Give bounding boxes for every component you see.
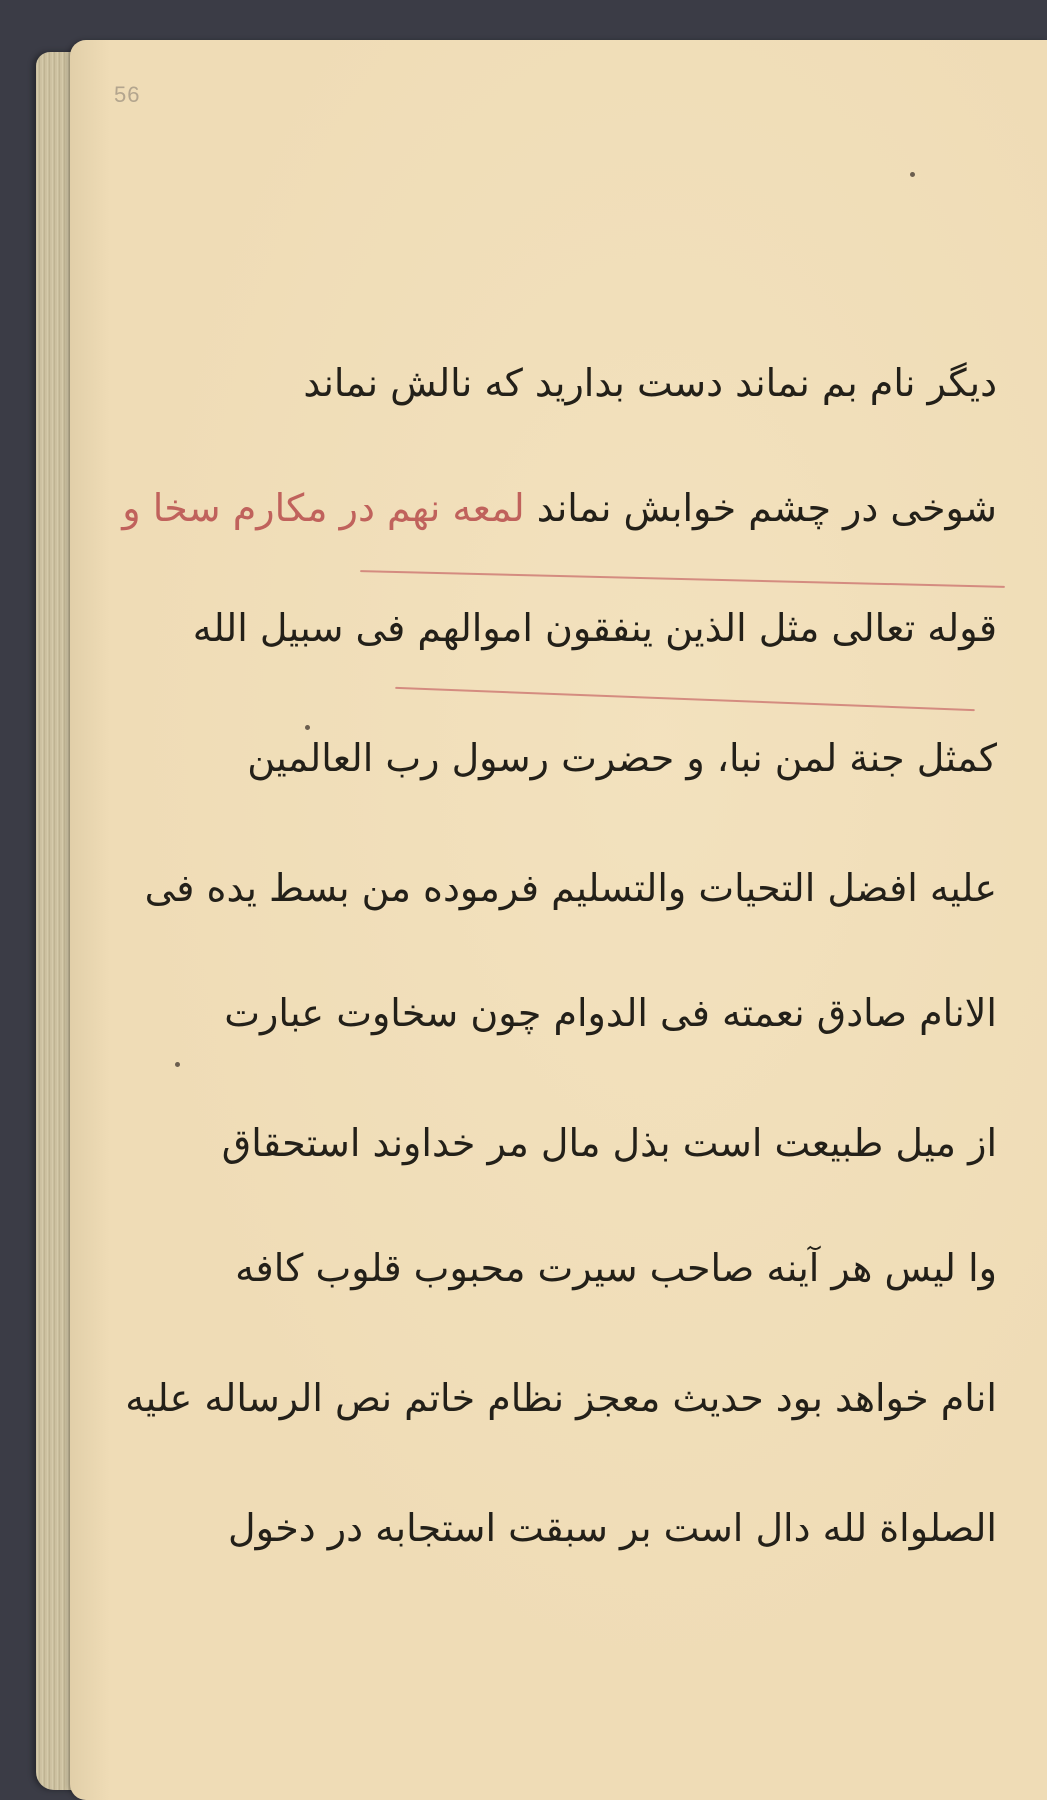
text-line-1: دیگر نام بم نماند دست بدارید که نالش نماند: [303, 361, 997, 405]
text-line-9: انام خواهد بود حدیث معجز نظام خاتم نص الرساله علیه: [125, 1376, 997, 1420]
text-line-2-black: شوخی در چشم خوابش نماند: [524, 486, 997, 530]
chapter-heading-red: لمعه نهم در مکارم سخا و: [122, 486, 525, 530]
text-line-5: علیه افضل التحیات والتسلیم فرموده من بسط یده فی: [144, 866, 997, 910]
text-line-4: کمثل جنة لمن نبا، و حضرت رسول رب العالمین: [247, 736, 997, 780]
text-line-3: قوله تعالی مثل الذین ینفقون اموالهم فی سبیل الله: [192, 606, 997, 650]
text-line-2: [122, 480, 997, 536]
ink-speck: [175, 1062, 180, 1067]
text-line-7: از میل طبیعت است بذل مال مر خداوند استحقاق: [221, 1121, 997, 1165]
folio-number: 56: [114, 82, 141, 107]
ink-speck: [910, 172, 915, 177]
text-line-6: الانام صادق نعمته فی الدوام چون سخاوت عبارت: [224, 991, 997, 1035]
text-line-8: وا لیس هر آینه صاحب سیرت محبوب قلوب کافه: [235, 1246, 997, 1290]
text-line-10: الصلواة لله دال است بر سبقت استجابه در دخول: [228, 1506, 997, 1550]
